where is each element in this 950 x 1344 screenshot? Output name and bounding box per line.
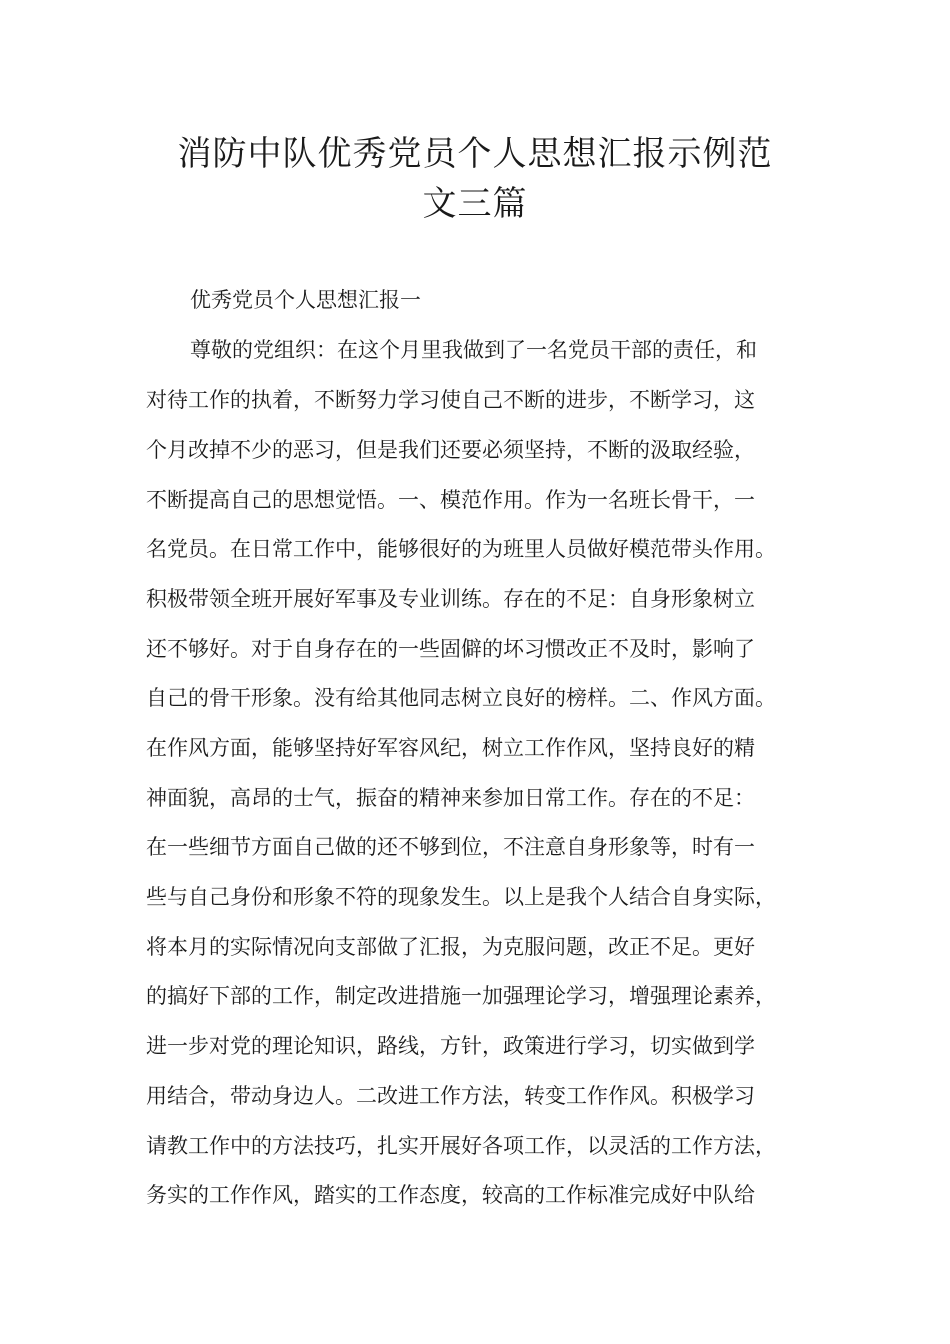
body-line-17: 请教工作中的方法技巧，扎实开展好各项工作，以灵活的工作方法， [146,1134,776,1158]
body-line-15: 进一步对党的理论知识，路线，方针，政策进行学习，切实做到学 [146,1034,755,1058]
body-line-10: 神面貌，高昂的士气，振奋的精神来参加日常工作。存在的不足： [146,786,755,810]
document-title-line-2: 文三篇 [422,184,528,224]
body-line-14: 的搞好下部的工作，制定改进措施一加强理论学习，增强理论素养， [146,984,776,1008]
body-line-11: 在一些细节方面自己做的还不够到位，不注意自身形象等，时有一 [146,835,755,859]
document-title-line-1: 消防中队优秀党员个人思想汇报示例范 [177,134,773,174]
body-line-4: 不断提高自己的思想觉悟。一、模范作用。作为一名班长骨干，一 [146,488,755,512]
body-line-16: 用结合，带动身边人。二改进工作方法，转变工作作风。积极学习 [146,1084,755,1108]
body-line-3: 个月改掉不少的恶习，但是我们还要必须坚持，不断的汲取经验， [146,438,755,462]
body-line-1: 尊敬的党组织：在这个月里我做到了一名党员干部的责任，和 [190,338,757,362]
body-line-8: 自己的骨干形象。没有给其他同志树立良好的榜样。二、作风方面。 [146,686,776,710]
body-line-5: 名党员。在日常工作中，能够很好的为班里人员做好模范带头作用。 [146,537,776,561]
body-line-13: 将本月的实际情况向支部做了汇报，为克服问题，改正不足。更好 [146,935,755,959]
body-line-18: 务实的工作作风，踏实的工作态度，较高的工作标准完成好中队给 [146,1183,755,1207]
section-heading: 优秀党员个人思想汇报一 [190,288,421,312]
body-line-2: 对待工作的执着，不断努力学习使自己不断的进步，不断学习，这 [146,388,755,412]
body-line-12: 些与自己身份和形象不符的现象发生。以上是我个人结合自身实际， [146,885,776,909]
body-line-6: 积极带领全班开展好军事及专业训练。存在的不足：自身形象树立 [146,587,755,611]
body-line-7: 还不够好。对于自身存在的一些固僻的坏习惯改正不及时，影响了 [146,637,755,661]
body-line-9: 在作风方面，能够坚持好军容风纪，树立工作作风，坚持良好的精 [146,736,755,760]
